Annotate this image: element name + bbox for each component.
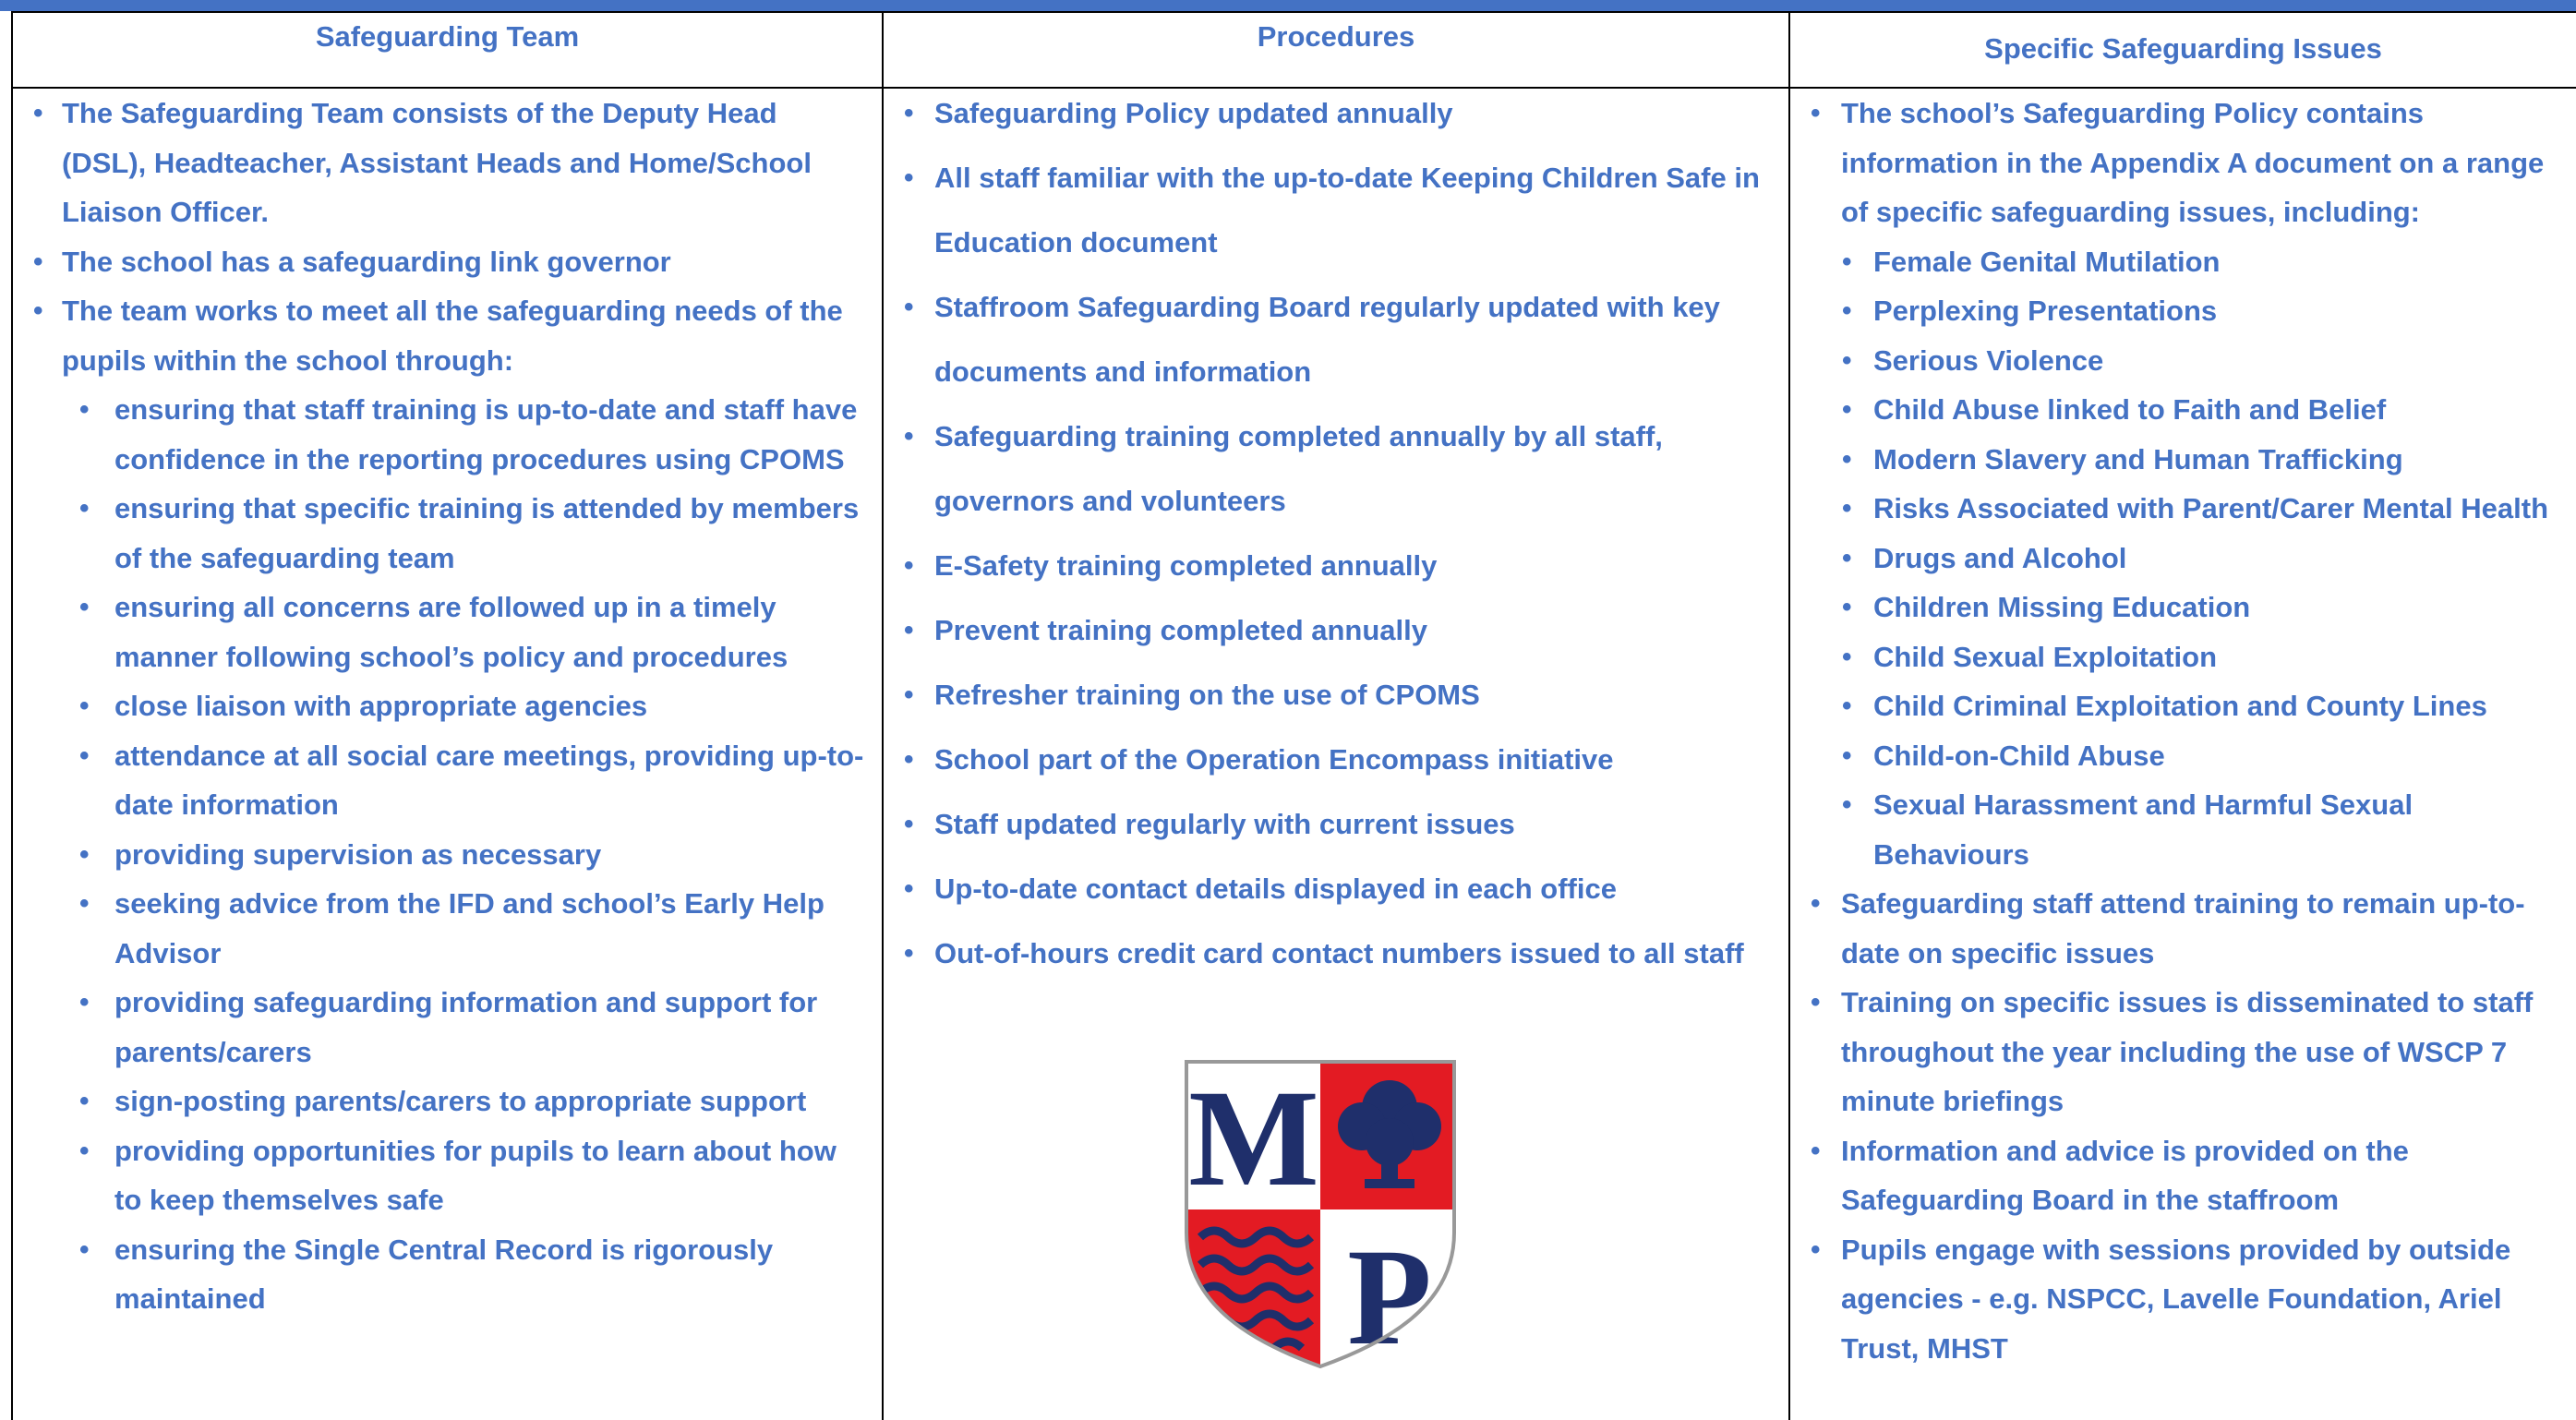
procedure-item: • Out-of-hours credit card contact numbers issued to all staff (884, 921, 1779, 986)
procedure-item: • Staff updated regularly with current issues (884, 792, 1779, 857)
team-subitem: • seeking advice from the IFD and school’s Early Help Advisor (13, 879, 867, 978)
issues-outro-item: • Information and advice is provided on the Safeguarding Board in the staffroom (1790, 1126, 2576, 1225)
issues-outro-item: • Pupils engage with sessions provided by outside agencies - e.g. NSPCC, Lavelle Foundation, Ariel Trust, MHST (1790, 1225, 2576, 1374)
procedure-item: • Staffroom Safeguarding Board regularly updated with key documents and information (884, 275, 1779, 404)
procedure-item: • Safeguarding Policy updated annually (884, 81, 1779, 146)
issue-subitem: • Serious Violence (1790, 336, 2576, 386)
issues-intro: • The school’s Safeguarding Policy contains information in the Appendix A document on a range of specific safeguarding issues, including: (1790, 89, 2576, 237)
team-subitem: • providing opportunities for pupils to learn about how to keep themselves safe (13, 1126, 867, 1225)
column-safeguarding-team (13, 89, 867, 1324)
procedure-item: • Safeguarding training completed annually by all staff, governors and volunteers (884, 404, 1779, 534)
school-crest-logo (1182, 1057, 1459, 1371)
team-subitem: • ensuring that specific training is attended by members of the safeguarding team (13, 484, 867, 583)
issue-subitem: • Child Sexual Exploitation (1790, 632, 2576, 682)
issues-outro-item: • Training on specific issues is disseminated to staff throughout the year including the use of WSCP 7 minute briefings (1790, 978, 2576, 1126)
issue-subitem: • Female Genital Mutilation (1790, 237, 2576, 287)
issue-subitem: • Sexual Harassment and Harmful Sexual Behaviours (1790, 780, 2576, 879)
team-item: • The team works to meet all the safeguarding needs of the pupils within the school through: (13, 286, 867, 385)
procedure-item: • E-Safety training completed annually (884, 534, 1779, 598)
issue-subitem: • Child Abuse linked to Faith and Belief (1790, 385, 2576, 435)
header-safeguarding-team: Safeguarding Team (315, 20, 580, 53)
issue-subitem: • Modern Slavery and Human Trafficking (1790, 435, 2576, 485)
procedure-item: • Prevent training completed annually (884, 598, 1779, 663)
header-specific-issues: Specific Safeguarding Issues (1984, 32, 2382, 65)
team-item: • The Safeguarding Team consists of the Deputy Head (DSL), Headteacher, Assistant Heads and Home/School Liaison Officer. (13, 89, 867, 237)
team-subitem: • close liaison with appropriate agencies (13, 681, 867, 731)
issue-subitem: • Child Criminal Exploitation and County Lines (1790, 681, 2576, 731)
team-subitem: • sign-posting parents/carers to appropriate support (13, 1077, 867, 1126)
procedure-item: • School part of the Operation Encompass initiative (884, 728, 1779, 792)
issues-outro-item: • Safeguarding staff attend training to remain up-to-date on specific issues (1790, 879, 2576, 978)
column-specific-issues (1790, 89, 2576, 1373)
team-item: • The school has a safeguarding link governor (13, 237, 867, 287)
team-subitem: • ensuring the Single Central Record is rigorously maintained (13, 1225, 867, 1324)
issue-subitem: • Risks Associated with Parent/Carer Mental Health (1790, 484, 2576, 534)
team-subitem: • attendance at all social care meetings, providing up-to-date information (13, 731, 867, 830)
team-subitem: • ensuring all concerns are followed up in a timely manner following school’s policy and procedures (13, 583, 867, 681)
top-accent-bar (0, 0, 2576, 11)
procedure-item: • Refresher training on the use of CPOMS (884, 663, 1779, 728)
header-procedures: Procedures (1257, 20, 1415, 53)
crest-letter-m: M (1188, 1062, 1319, 1215)
column-procedures (884, 81, 1779, 986)
team-subitem: • providing safeguarding information and support for parents/carers (13, 978, 867, 1077)
issue-subitem: • Drugs and Alcohol (1790, 534, 2576, 584)
crest-letter-p: P (1347, 1221, 1432, 1371)
team-subitem: • ensuring that staff training is up-to-date and staff have confidence in the reporting procedures using CPOMS (13, 385, 867, 484)
issue-subitem: • Children Missing Education (1790, 583, 2576, 632)
issue-subitem: • Perplexing Presentations (1790, 286, 2576, 336)
issue-subitem: • Child-on-Child Abuse (1790, 731, 2576, 781)
team-subitem: • providing supervision as necessary (13, 830, 867, 880)
procedure-item: • All staff familiar with the up-to-date Keeping Children Safe in Education document (884, 146, 1779, 275)
procedure-item: • Up-to-date contact details displayed in each office (884, 857, 1779, 921)
